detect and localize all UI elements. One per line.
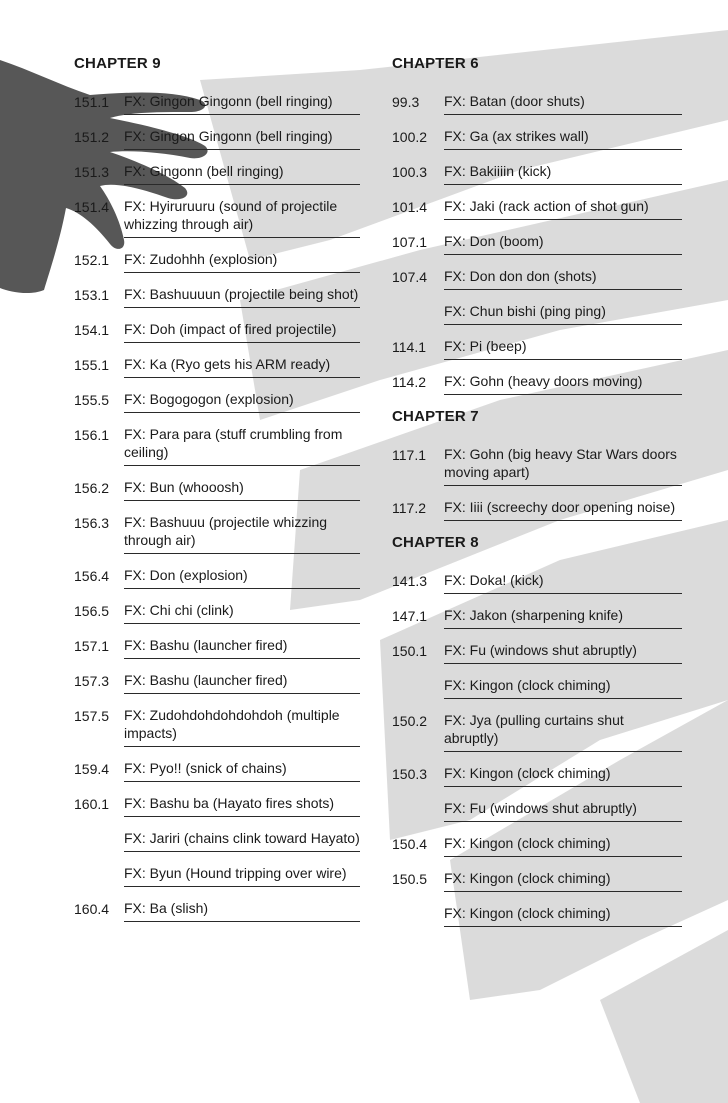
- page-reference: 156.3: [74, 515, 110, 531]
- chapter-heading: CHAPTER 8: [392, 534, 479, 551]
- page-reference: 151.2: [74, 129, 110, 145]
- glossary-entry: [392, 904, 682, 927]
- sound-effect-translation: FX: Byun (Hound tripping over wire): [124, 864, 360, 887]
- glossary-entry: [74, 566, 360, 589]
- glossary-entry: [392, 498, 682, 521]
- glossary-entry: [392, 302, 682, 325]
- sound-effect-translation: FX: Ka (Ryo gets his ARM ready): [124, 355, 360, 378]
- sound-effect-translation: FX: Fu (windows shut abruptly): [444, 641, 682, 664]
- page-reference: 160.1: [74, 796, 110, 812]
- page-reference: 150.1: [392, 643, 428, 659]
- page-reference: 156.2: [74, 480, 110, 496]
- sound-effect-translation: FX: Doka! (kick): [444, 571, 682, 594]
- right-column: [392, 54, 682, 939]
- sound-effect-translation: FX: Zudohdohdohdohdoh (multiple impacts): [124, 706, 360, 747]
- sound-effect-translation: FX: Gingonn (bell ringing): [124, 162, 360, 185]
- page-reference: [392, 904, 444, 905]
- sound-effect-translation: FX: Chi chi (clink): [124, 601, 360, 624]
- sound-effect-translation: FX: Pyo!! (snick of chains): [124, 759, 360, 782]
- sound-effect-translation: FX: Bakiiiin (kick): [444, 162, 682, 185]
- page-reference: [392, 676, 444, 677]
- glossary-entry: [74, 162, 360, 185]
- glossary-entry: [74, 759, 360, 782]
- sound-effect-translation: FX: Fu (windows shut abruptly): [444, 799, 682, 822]
- sound-effect-translation: FX: Gohn (big heavy Star Wars doors moving apart): [444, 445, 682, 486]
- chapter-heading: CHAPTER 9: [74, 55, 161, 72]
- sound-effect-translation: FX: Don don don (shots): [444, 267, 682, 290]
- page-reference: 117.2: [392, 500, 426, 516]
- page-reference: 147.1: [392, 608, 428, 624]
- sound-effect-translation: FX: Zudohhh (explosion): [124, 250, 360, 273]
- glossary-entry: [392, 197, 682, 220]
- page-reference: 153.1: [74, 287, 110, 303]
- glossary-entry: [392, 834, 682, 857]
- page-reference: 114.1: [392, 339, 426, 355]
- page-reference: 107.4: [392, 269, 428, 285]
- sound-effect-translation: FX: Jariri (chains clink toward Hayato): [124, 829, 360, 852]
- glossary-entry: [74, 250, 360, 273]
- page-reference: 154.1: [74, 322, 110, 338]
- sound-effect-translation: FX: Jakon (sharpening knife): [444, 606, 682, 629]
- glossary-entry: [74, 513, 360, 554]
- page-reference: 99.3: [392, 94, 420, 110]
- glossary-entry: [392, 676, 682, 699]
- glossary-entry: [392, 162, 682, 185]
- page-reference: [74, 864, 124, 865]
- glossary-entry: [392, 711, 682, 752]
- sound-effect-translation: FX: Gohn (heavy doors moving): [444, 372, 682, 395]
- glossary-entry: [74, 794, 360, 817]
- glossary-entry: [392, 641, 682, 664]
- sound-effect-translation: FX: Iiii (screechy door opening noise): [444, 498, 682, 521]
- glossary-entry: [74, 127, 360, 150]
- left-column: [74, 54, 360, 934]
- page-reference: 101.4: [392, 199, 428, 215]
- glossary-entry: [392, 127, 682, 150]
- sound-effect-translation: FX: Ba (slish): [124, 899, 360, 922]
- sound-effect-translation: FX: Bogogogon (explosion): [124, 390, 360, 413]
- glossary-entry: [392, 571, 682, 594]
- sound-effect-translation: FX: Kingon (clock chiming): [444, 904, 682, 927]
- glossary-entry: [74, 197, 360, 238]
- page-reference: [74, 829, 124, 830]
- sound-effect-translation: FX: Gingon Gingonn (bell ringing): [124, 92, 360, 115]
- sound-effect-translation: FX: Jaki (rack action of shot gun): [444, 197, 682, 220]
- page-reference: 117.1: [392, 447, 426, 463]
- page-reference: 114.2: [392, 374, 426, 390]
- sound-effect-translation: FX: Bashu (launcher fired): [124, 671, 360, 694]
- sound-effect-translation: FX: Bashuuuun (projectile being shot): [124, 285, 360, 308]
- sound-effect-translation: FX: Doh (impact of fired projectile): [124, 320, 360, 343]
- sound-effect-translation: FX: Don (explosion): [124, 566, 360, 589]
- glossary-entry: [74, 478, 360, 501]
- page-reference: 156.5: [74, 603, 110, 619]
- page-reference: 157.1: [74, 638, 110, 654]
- glossary-entry: [74, 706, 360, 747]
- sound-effect-translation: FX: Batan (door shuts): [444, 92, 682, 115]
- chapter-heading: CHAPTER 7: [392, 408, 479, 425]
- sound-effect-translation: FX: Bashuuu (projectile whizzing through air): [124, 513, 360, 554]
- page-reference: [392, 302, 444, 303]
- sound-effect-translation: FX: Bashu (launcher fired): [124, 636, 360, 659]
- glossary-entry: [392, 337, 682, 360]
- sound-effect-translation: FX: Bashu ba (Hayato fires shots): [124, 794, 360, 817]
- page-reference: 157.5: [74, 708, 110, 724]
- glossary-entry: [392, 92, 682, 115]
- sound-effect-translation: FX: Pi (beep): [444, 337, 682, 360]
- glossary-entry: [74, 829, 360, 852]
- glossary-entry: [392, 764, 682, 787]
- sound-effect-translation: FX: Hyiruruuru (sound of projectile whizzing through air): [124, 197, 360, 238]
- page-reference: 150.3: [392, 766, 428, 782]
- sound-effect-translation: FX: Kingon (clock chiming): [444, 764, 682, 787]
- sound-effect-translation: FX: Kingon (clock chiming): [444, 676, 682, 699]
- page-reference: 159.4: [74, 761, 110, 777]
- glossary-entry: [74, 864, 360, 887]
- glossary-entry: [392, 372, 682, 395]
- glossary-entry: [392, 267, 682, 290]
- page-reference: 100.2: [392, 129, 428, 145]
- glossary-entry: [74, 636, 360, 659]
- page-reference: 160.4: [74, 901, 110, 917]
- page-reference: 150.4: [392, 836, 428, 852]
- glossary-entry: [74, 92, 360, 115]
- page-reference: 155.5: [74, 392, 110, 408]
- glossary-entry: [392, 869, 682, 892]
- sound-effect-translation: FX: Don (boom): [444, 232, 682, 255]
- page-reference: 150.5: [392, 871, 428, 887]
- glossary-entry: [74, 601, 360, 624]
- page-reference: 157.3: [74, 673, 110, 689]
- glossary-entry: [392, 445, 682, 486]
- glossary-entry: [74, 390, 360, 413]
- glossary-entry: [392, 799, 682, 822]
- page-reference: [392, 799, 444, 800]
- page-reference: 100.3: [392, 164, 428, 180]
- chapter-heading: CHAPTER 6: [392, 55, 479, 72]
- page-reference: 141.3: [392, 573, 428, 589]
- glossary-entry: [74, 899, 360, 922]
- page-reference: 107.1: [392, 234, 428, 250]
- page-reference: 155.1: [74, 357, 110, 373]
- sound-effect-translation: FX: Gingon Gingonn (bell ringing): [124, 127, 360, 150]
- sound-effect-translation: FX: Chun bishi (ping ping): [444, 302, 682, 325]
- page-reference: 150.2: [392, 713, 428, 729]
- glossary-entry: [74, 425, 360, 466]
- page-reference: 152.1: [74, 252, 110, 268]
- glossary-entry: [74, 320, 360, 343]
- glossary-entry: [392, 606, 682, 629]
- sound-effect-translation: FX: Ga (ax strikes wall): [444, 127, 682, 150]
- sound-effect-translation: FX: Bun (whooosh): [124, 478, 360, 501]
- sound-effect-translation: FX: Para para (stuff crumbling from ceiling): [124, 425, 360, 466]
- glossary-entry: [392, 232, 682, 255]
- page-reference: 151.1: [74, 94, 110, 110]
- glossary-entry: [74, 671, 360, 694]
- glossary-entry: [74, 285, 360, 308]
- page-reference: 156.4: [74, 568, 110, 584]
- glossary-entry: [74, 355, 360, 378]
- sound-effect-translation: FX: Kingon (clock chiming): [444, 834, 682, 857]
- sound-effect-translation: FX: Jya (pulling curtains shut abruptly): [444, 711, 682, 752]
- page-reference: 156.1: [74, 427, 110, 443]
- page-reference: 151.4: [74, 199, 110, 215]
- page-reference: 151.3: [74, 164, 110, 180]
- sound-effect-translation: FX: Kingon (clock chiming): [444, 869, 682, 892]
